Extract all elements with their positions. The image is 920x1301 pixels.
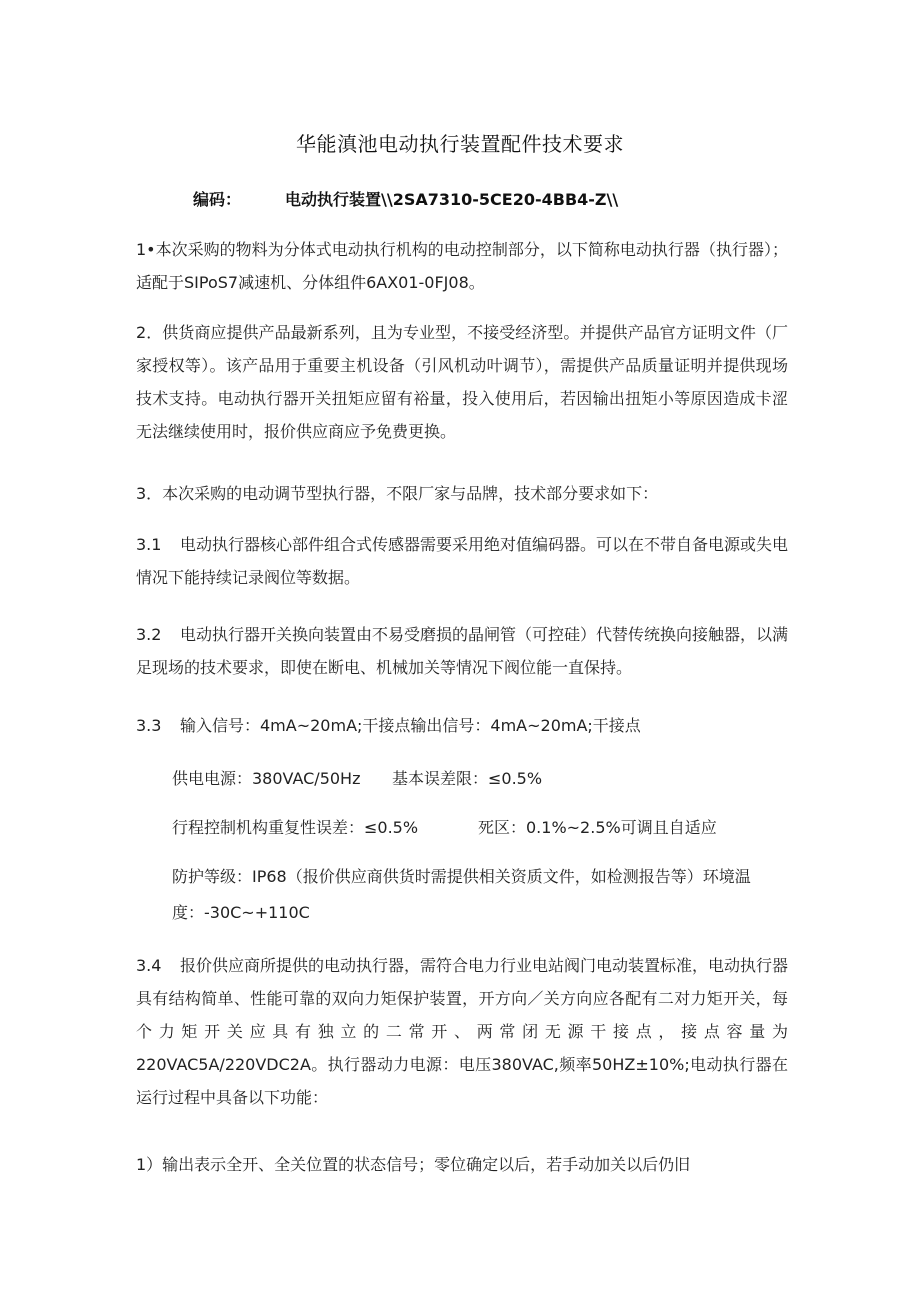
section-3-4 bbox=[136, 949, 788, 1114]
section-3-1-number: 3.1 bbox=[136, 535, 162, 554]
section-3-1-text: 电动执行器核心部件组合式传感器需要采用绝对值编码器。可以在不带自备电源或失电情况下能持续记录阀位等数据。 bbox=[136, 535, 789, 587]
spec-power: 供电电源：380VAC/50Hz bbox=[172, 769, 361, 788]
section-3-2-number: 3.2 bbox=[136, 625, 162, 644]
document-title: 华能滇池电动执行装置配件技术要求 bbox=[296, 132, 624, 156]
section-3-1 bbox=[136, 528, 788, 594]
paragraph-3: 3．本次采购的电动调节型执行器，不限厂家与品牌，技术部分要求如下： bbox=[136, 484, 659, 503]
section-3-4-text: 报价供应商所提供的电动执行器，需符合电力行业电站阀门电动装置标准，电动执行器具有结构简单、性能可靠的双向力矩保护装置，开方向／关方向应各配有二对力矩开关，每个力矩开关应具有独立的二常开、两常闭无源干接点，接点容量为220VAC5A/220VDC2A。执行器动力电源：电压380VAC,频率50HZ±10%;电动执行器在运行过程中具备以下功能： bbox=[136, 956, 789, 1107]
code-label: 编码： bbox=[193, 190, 242, 209]
spec-temperature: 度：-30C~+110C bbox=[172, 903, 310, 922]
section-3-2-text: 电动执行器开关换向装置由不易受磨损的晶闸管（可控硅）代替传统换向接触器，以满足现场的技术要求，即使在断电、机械加关等情况下阀位能一直保持。 bbox=[136, 625, 789, 677]
paragraph-2: 2．供货商应提供产品最新系列，且为专业型，不接受经济型。并提供产品官方证明文件（厂家授权等）。该产品用于重要主机设备（引风机动叶调节），需提供产品质量证明并提供现场技术支持。电动执行器开关扭矩应留有裕量，投入使用后，若因输出扭矩小等原因造成卡涩无法继续使用时，报价供应商应予免费更换。 bbox=[136, 323, 788, 441]
section-3-3-text: 输入信号：4mA~20mA;干接点输出信号：4mA~20mA;干接点 bbox=[180, 716, 641, 735]
spec-protection: 防护等级：IP68（报价供应商供货时需提供相关资质文件，如检测报告等）环境温 bbox=[172, 867, 751, 886]
spec-basic-error: 基本误差限：≤0.5% bbox=[392, 769, 543, 788]
spec-repeatability: 行程控制机构重复性误差：≤0.5% bbox=[172, 818, 419, 837]
list-item-1: 1）输出表示全开、全关位置的状态信号；零位确定以后，若手动加关以后仍旧 bbox=[136, 1155, 691, 1174]
section-3-3 bbox=[136, 716, 641, 736]
paragraph-1: 1•本次采购的物料为分体式电动执行机构的电动控制部分，以下简称电动执行器（执行器）；适配于SIPoS7减速机、分体组件6AX01-0FJ08。 bbox=[136, 240, 788, 292]
section-3-3-number: 3.3 bbox=[136, 716, 162, 735]
section-3-4-number: 3.4 bbox=[136, 956, 162, 975]
section-3-2 bbox=[136, 618, 788, 684]
spec-dead-zone: 死区：0.1%~2.5%可调且自适应 bbox=[478, 818, 717, 837]
code-value: 电动执行装置\\2SA7310-5CE20-4BB4-Z\\ bbox=[285, 190, 619, 209]
